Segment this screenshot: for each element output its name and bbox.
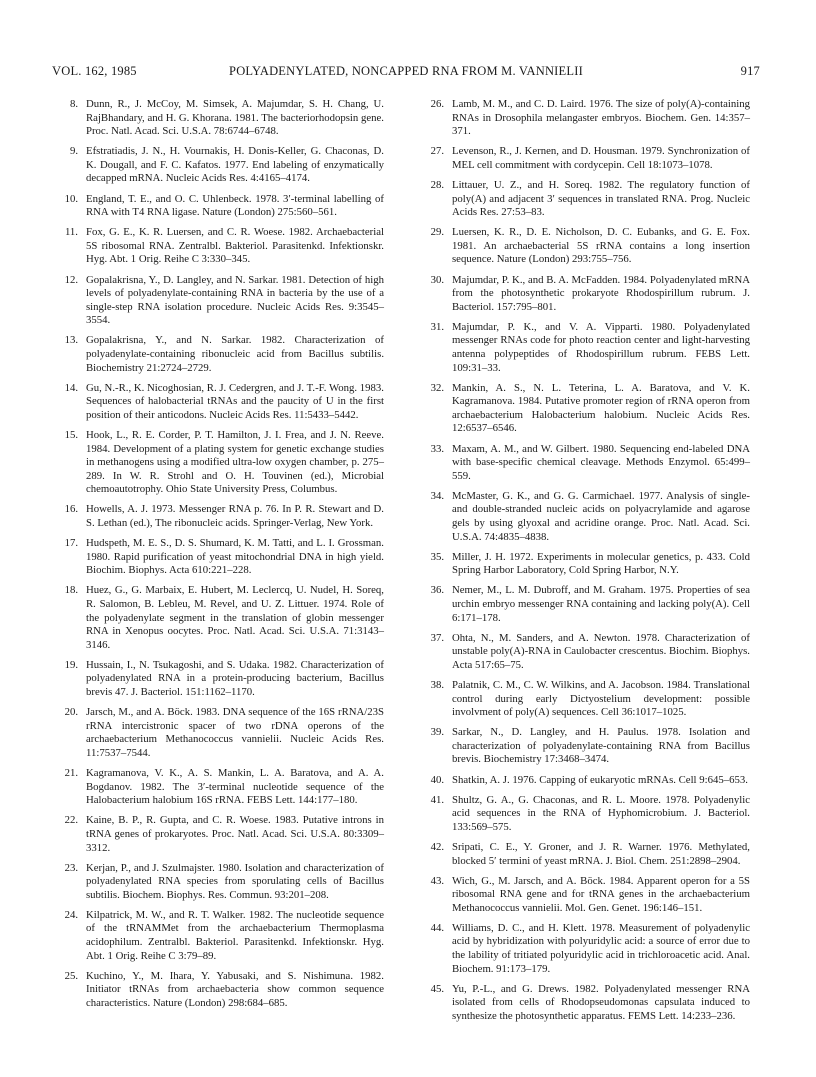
reference-entry [426, 98, 750, 139]
reference-entry [426, 551, 750, 578]
reference-entry [426, 726, 750, 767]
reference-entry [60, 193, 384, 220]
reference-text: Palatnik, C. M., C. W. Wilkins, and A. Jacobson. 1984. Translational control during early Dictyostelium development: possible involvment of poly(A) sequences. Cell 36:1017–1025. [452, 678, 750, 719]
reference-entry [426, 382, 750, 436]
reference-entry [60, 334, 384, 375]
reference-entry [426, 490, 750, 544]
reference-number: 42. [430, 840, 444, 853]
reference-entry [60, 584, 384, 652]
reference-number: 18. [64, 584, 78, 597]
reference-entry [60, 226, 384, 267]
references-left-column [60, 98, 384, 1017]
reference-text: Kagramanova, V. K., A. S. Mankin, L. A. Baratova, and A. A. Bogdanov. 1982. The 3′-terminal nucleotide sequence of the Halobacterium halobium 16S rRNA. FEBS Lett. 144:177–180. [86, 767, 384, 807]
reference-number: 12. [64, 273, 78, 286]
reference-entry [60, 767, 384, 808]
reference-entry [426, 226, 750, 267]
reference-number: 17. [64, 537, 78, 550]
reference-number: 21. [64, 767, 78, 780]
reference-text: Majumdar, P. K., and B. A. McFadden. 1984. Polyadenylated mRNA from the photosynthetic prokaryote Rhodospirillum rubrum. J. Bacteriol. 157:795–801. [452, 273, 750, 313]
reference-number: 24. [64, 908, 78, 921]
reference-number: 37. [430, 631, 444, 644]
reference-entry [426, 774, 750, 788]
reference-number: 39. [430, 726, 444, 739]
reference-number: 27. [430, 145, 444, 158]
reference-entry [426, 841, 750, 868]
reference-entry [60, 382, 384, 423]
reference-number: 25. [64, 969, 78, 982]
reference-text: Luersen, K. R., D. E. Nicholson, D. C. Eubanks, and G. E. Fox. 1981. An archaebacterial 5S rRNA contains a long insertion sequence. Nature (London) 293:755–756. [452, 226, 750, 266]
reference-entry [60, 706, 384, 760]
reference-entry [60, 145, 384, 186]
page-number: 917 [740, 64, 760, 78]
reference-entry [426, 632, 750, 673]
reference-number: 31. [430, 320, 444, 333]
reference-number: 29. [430, 226, 444, 239]
reference-number: 8. [69, 98, 78, 110]
reference-entry [426, 584, 750, 625]
reference-text: Kilpatrick, M. W., and R. T. Walker. 1982. The nucleotide sequence of the tRNAMMet from the archaebacterium Thermoplasma acidophilum. Zentralbl. Bakteriol. Parasitenkd. Infektionskr. Hyg. Abt. 1 Orig. Reihe C 3:79–89. [86, 908, 384, 962]
reference-text: Miller, J. H. 1972. Experiments in molecular genetics, p. 433. Cold Spring Harbor Laboratory, Cold Spring Harbor, N.Y. [452, 550, 750, 577]
reference-entry [426, 321, 750, 375]
reference-text: Efstratiadis, J. N., H. Vournakis, H. Donis-Keller, G. Chaconas, D. K. Dougall, and F. C. Kafatos. 1977. End labeling of enzymatically decapped mRNA. Nucleic Acids Res. 4:4165–4174. [86, 145, 384, 185]
reference-entry [60, 537, 384, 578]
reference-number: 11. [64, 226, 78, 239]
reference-number: 33. [430, 442, 444, 455]
reference-number: 45. [430, 982, 444, 995]
reference-number: 43. [430, 874, 444, 887]
reference-text: Ohta, N., M. Sanders, and A. Newton. 1978. Characterization of unstable poly(A)-RNA in Caulobacter crescentus. Biochim. Biophys. Acta 517:65–75. [452, 631, 750, 671]
reference-entry [60, 970, 384, 1011]
reference-number: 15. [64, 428, 78, 441]
reference-text: Hudspeth, M. E. S., D. S. Shumard, K. M. Tatti, and L. I. Grossman. 1980. Rapid purification of yeast mitochondrial DNA in high yield. Biochim. Biophys. Acta 610:221–228. [86, 537, 384, 577]
reference-text: McMaster, G. K., and G. G. Carmichael. 1977. Analysis of single- and double-stranded nucleic acids on polyacrylamide and agarose gels by using glyoxal and acridine orange. Proc. Natl. Acad. Sci. U.S.A. 74:4835–4838. [452, 489, 750, 543]
reference-text: Howells, A. J. 1973. Messenger RNA p. 76. In P. R. Stewart and D. S. Lethan (ed.), The ribonucleic acids. Springer-Verlag, New York. [86, 503, 384, 530]
reference-entry [60, 274, 384, 328]
reference-number: 22. [64, 814, 78, 827]
reference-entry [60, 659, 384, 700]
reference-number: 35. [430, 550, 444, 563]
reference-entry [60, 429, 384, 497]
reference-text: Wich, G., M. Jarsch, and A. Böck. 1984. Apparent operon for a 5S ribosomal RNA gene and for tRNA genes in the archaebacterium Methanococcus vannielii. Mol. Gen. Genet. 196:146–151. [452, 874, 750, 914]
reference-number: 20. [64, 706, 78, 719]
reference-entry [426, 274, 750, 315]
reference-text: Huez, G., G. Marbaix, E. Hubert, M. Leclercq, U. Nudel, H. Soreq, R. Salomon, B. Lebleu, M. Revel, and U. Z. Littuer. 1974. Role of the polyadenylate segment in the translation of globin messenger RNA in Xenopus oocytes. Proc. Natl. Acad. Sci. U.S.A. 71:3143–3146. [86, 584, 384, 651]
reference-text: Mankin, A. S., N. L. Teterina, L. A. Baratova, and V. K. Kagramanova. 1984. Putative promoter region of rRNA operon from archaebacterium Halobacterium halobium. Nucleic Acids Res. 12:6537–6546. [452, 381, 750, 435]
reference-entry [60, 814, 384, 855]
reference-entry [426, 983, 750, 1024]
running-title: POLYADENYLATED, NONCAPPED RNA FROM M. VANNIELII [229, 64, 583, 78]
reference-text: Shultz, G. A., G. Chaconas, and R. L. Moore. 1978. Polyadenylic acid sequences in the RNA of Hyphomicrobium. J. Bacteriol. 133:569–575. [452, 793, 750, 833]
reference-text: Sarkar, N., D. Langley, and H. Paulus. 1978. Isolation and characterization of polyadenylate-containing RNA from Bacillus brevis. Biochemistry 17:3468–3474. [452, 726, 750, 766]
reference-entry [426, 875, 750, 916]
reference-text: Maxam, A. M., and W. Gilbert. 1980. Sequencing end-labeled DNA with base-specific chemical cleavage. Methods Enzymol. 65:499–559. [452, 442, 750, 482]
reference-text: Gu, N.-R., K. Nicoghosian, R. J. Cedergren, and J. T.-F. Wong. 1983. Sequences of halobacterial tRNAs and the paucity of U in the first position of their anticodons. Nucleic Acids Res. 11:5433–5442. [86, 381, 384, 421]
reference-entry [426, 794, 750, 835]
volume-label: VOL. 162, 1985 [52, 64, 137, 78]
reference-text: Lamb, M. M., and C. D. Laird. 1976. The size of poly(A)-containing RNAs in Drosophila melangaster embryos. Biochem. Gen. 14:357–371. [452, 98, 750, 138]
reference-entry [60, 98, 384, 139]
reference-entry [426, 922, 750, 976]
reference-text: England, T. E., and O. C. Uhlenbeck. 1978. 3′-terminal labelling of RNA with T4 RNA ligase. Nature (London) 275:560–561. [86, 192, 384, 219]
reference-number: 19. [64, 658, 78, 671]
reference-text: Jarsch, M., and A. Böck. 1983. DNA sequence of the 16S rRNA/23S rRNA intercistronic spacer of two rDNA operons of the archaebacterium Methanococcus vannielii. Nucleic Acids Res. 11:7537–7544. [86, 706, 384, 759]
reference-text: Sripati, C. E., Y. Groner, and J. R. Warner. 1976. Methylated, blocked 5′ termini of yeast mRNA. J. Biol. Chem. 251:2898–2904. [452, 840, 750, 867]
reference-entry [426, 443, 750, 484]
references-right-column [426, 98, 750, 1030]
reference-text: Kaine, B. P., R. Gupta, and C. R. Woese. 1983. Putative introns in tRNA genes of prokaryotes. Proc. Natl. Acad. Sci. U.S.A. 80:3309–3312. [86, 814, 384, 854]
reference-number: 44. [430, 921, 444, 934]
running-header [52, 64, 760, 84]
reference-text: Hook, L., R. E. Corder, P. T. Hamilton, J. I. Frea, and J. N. Reeve. 1984. Development of a plating system for genetic exchange studies in methanogens using a modified ultra-low oxygen chamber, p. 275–289. In W. R. Strohl and O. H. Touvinen (ed.), Microbial chemoautotrophy. Ohio State University Press, Columbus. [86, 428, 384, 496]
reference-number: 23. [64, 861, 78, 874]
reference-number: 9. [69, 145, 78, 158]
reference-entry [426, 179, 750, 220]
reference-number: 41. [430, 793, 444, 806]
reference-number: 36. [430, 584, 444, 597]
reference-number: 30. [430, 273, 444, 286]
reference-entry [60, 909, 384, 963]
reference-text: Majumdar, P. K., and V. A. Vipparti. 1980. Polyadenylated messenger RNAs code for photo reaction center and light-harvesting antenna polypeptides of Rhodospirillum rubrum. FEBS Lett. 109:31–33. [452, 320, 750, 374]
reference-number: 26. [430, 98, 444, 110]
reference-text: Kuchino, Y., M. Ihara, Y. Yabusaki, and S. Nishimuna. 1982. Initiator tRNAs from archaebacteria show common sequence characteristics. Nature (London) 298:684–685. [86, 969, 384, 1009]
reference-text: Littauer, U. Z., and H. Soreq. 1982. The regulatory function of poly(A) and adjacent 3′ sequences in translated RNA. Prog. Nucleic Acids Res. 27:53–83. [452, 178, 750, 219]
reference-entry [60, 862, 384, 903]
reference-text: Gopalakrisna, Y., D. Langley, and N. Sarkar. 1981. Detection of high levels of polyadenylate-containing RNA in bacteria by the use of a single-step RNA isolation procedure. Nucleic Acids Res. 9:3545–3554. [86, 273, 384, 327]
reference-text: Dunn, R., J. McCoy, M. Simsek, A. Majumdar, S. H. Chang, U. RajBhandary, and H. G. Khorana. 1981. The bacteriorhodopsin gene. Proc. Natl. Acad. Sci. U.S.A. 78:6744–6748. [86, 98, 384, 138]
reference-text: Gopalakrisna, Y., and N. Sarkar. 1982. Characterization of polyadenylate-containing ribonucleic acid from Bacillus subtilis. Biochemistry 21:2724–2729. [86, 334, 384, 374]
reference-text: Levenson, R., J. Kernen, and D. Housman. 1979. Synchronization of MEL cell commitment with cordycepin. Cell 18:1073–1078. [452, 145, 750, 171]
reference-entry [426, 145, 750, 172]
reference-text: Hussain, I., N. Tsukagoshi, and S. Udaka. 1982. Characterization of polyadenylated RNA in a protein-producing bacterium, Bacillus brevis 47. J. Bacteriol. 151:1162–1170. [86, 658, 384, 699]
reference-number: 38. [430, 678, 444, 691]
reference-number: 40. [430, 773, 444, 786]
reference-number: 34. [430, 489, 444, 502]
reference-text: Yu, P.-L., and G. Drews. 1982. Polyadenylated messenger RNA isolated from cells of Rhodopseudomonas capsulata induced to synthesize the photosynthetic apparatus. FEMS Lett. 14:233–236. [452, 982, 750, 1022]
reference-text: Kerjan, P., and J. Szulmajster. 1980. Isolation and characterization of polyadenylated RNA species from sporulating cells of Bacillus subtilis. Biochem. Biophys. Res. Commun. 93:201–208. [86, 861, 384, 901]
reference-text: Nemer, M., L. M. Dubroff, and M. Graham. 1975. Properties of sea urchin embryo messenger RNA containing and lacking poly(A). Cell 6:171–178. [452, 584, 750, 624]
reference-number: 32. [430, 381, 444, 394]
reference-number: 13. [64, 334, 78, 347]
reference-number: 16. [64, 503, 78, 516]
reference-number: 14. [64, 381, 78, 394]
reference-text: Fox, G. E., K. R. Luersen, and C. R. Woese. 1982. Archaebacterial 5S ribosomal RNA. Zentralbl. Bakteriol. Parasitenkd. Infektionskr. Hyg. Abt. 1 Orig. Reihe C 3:330–345. [86, 226, 384, 266]
reference-text: Shatkin, A. J. 1976. Capping of eukaryotic mRNAs. Cell 9:645–653. [452, 773, 748, 786]
reference-entry [426, 679, 750, 720]
reference-number: 10. [64, 192, 78, 205]
reference-entry [60, 503, 384, 530]
reference-number: 28. [430, 178, 444, 191]
reference-text: Williams, D. C., and H. Klett. 1978. Measurement of polyadenylic acid by hybridization with polyuridylic acid: a source of error due to the lability of tritiated polyuridylic acid in trichloroacetic acid. Anal. Biochem. 91:173–179. [452, 921, 750, 975]
